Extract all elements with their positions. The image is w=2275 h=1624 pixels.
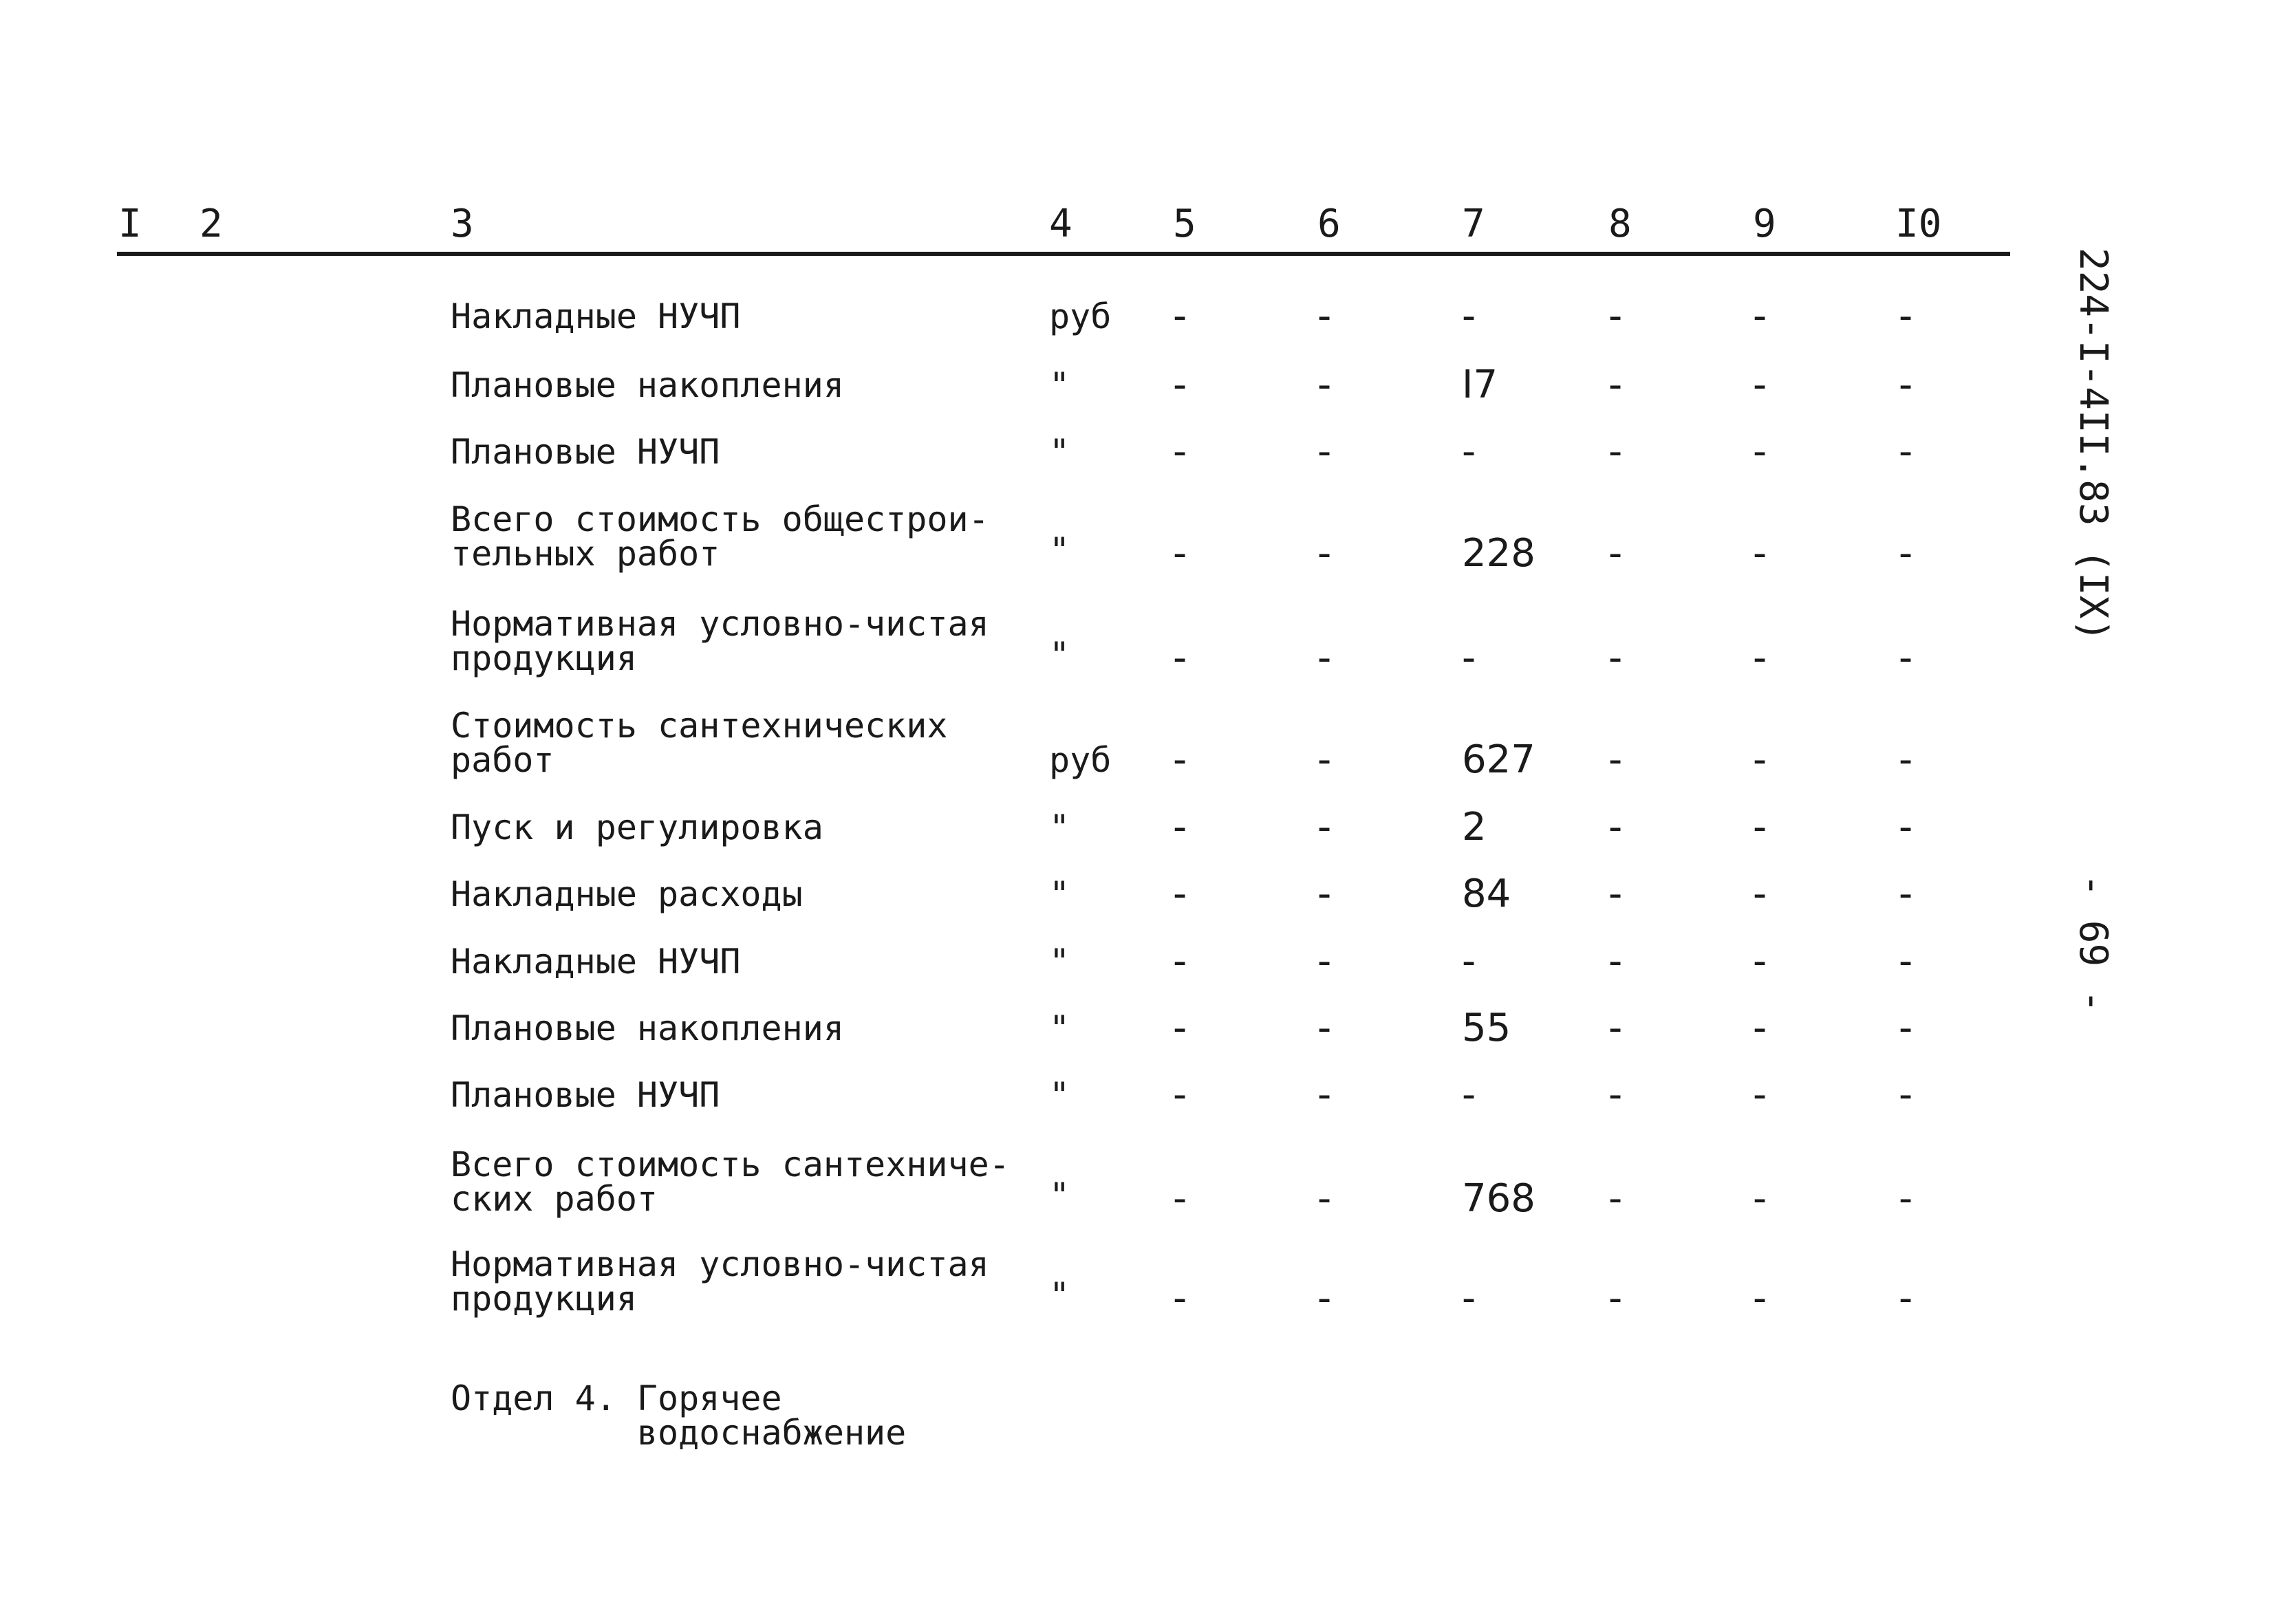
cell-col7: 84 xyxy=(1462,871,1511,916)
row-description: Стоимость сантехнических работ xyxy=(451,706,948,780)
cell-col5: - xyxy=(1173,429,1187,474)
cell-col8: - xyxy=(1608,871,1623,916)
cell-col9: - xyxy=(1753,531,1767,576)
row-description: Нормативная условно-чистая продукция xyxy=(451,1244,989,1319)
cell-col8: - xyxy=(1608,1072,1623,1117)
row-unit: " xyxy=(1049,1075,1070,1115)
row-unit: " xyxy=(1049,530,1070,570)
row-unit: руб xyxy=(1049,740,1112,780)
document-code: 224-I-4II.83 (IX) xyxy=(2071,248,2115,642)
row-description: Нормативная условно-чистая продукция xyxy=(451,604,989,678)
row-unit: " xyxy=(1049,874,1070,914)
cell-col6: - xyxy=(1317,1006,1332,1050)
cell-col5: - xyxy=(1173,362,1187,407)
cell-col7: 2 xyxy=(1462,805,1487,849)
cell-col6: - xyxy=(1317,294,1332,338)
cell-col10: - xyxy=(1899,531,1913,576)
cell-col5: - xyxy=(1173,737,1187,782)
cell-col5: - xyxy=(1173,531,1187,576)
cell-col8: - xyxy=(1608,805,1623,849)
row-unit: " xyxy=(1049,1008,1070,1048)
cell-col7: - xyxy=(1462,636,1476,680)
cell-col7: 627 xyxy=(1462,737,1535,782)
cell-col6: - xyxy=(1317,429,1332,474)
cell-col9: - xyxy=(1753,362,1767,407)
cell-col6: - xyxy=(1317,1176,1332,1221)
cell-col10: - xyxy=(1899,1276,1913,1321)
cell-col10: - xyxy=(1899,636,1913,680)
cell-col8: - xyxy=(1608,939,1623,984)
cell-col8: - xyxy=(1608,1176,1623,1221)
cell-col5: - xyxy=(1173,294,1187,338)
cell-col9: - xyxy=(1753,294,1767,338)
cell-col8: - xyxy=(1608,429,1623,474)
cell-col9: - xyxy=(1753,1006,1767,1050)
cell-col6: - xyxy=(1317,531,1332,576)
cell-col10: - xyxy=(1899,871,1913,916)
cell-col5: - xyxy=(1173,1276,1187,1321)
cell-col10: - xyxy=(1899,362,1913,407)
cell-col9: - xyxy=(1753,1176,1767,1221)
col-header-2: 2 xyxy=(200,202,223,246)
cell-col9: - xyxy=(1753,939,1767,984)
cell-col8: - xyxy=(1608,636,1623,680)
row-description: Пуск и регулировка xyxy=(451,808,823,847)
cell-col8: - xyxy=(1608,362,1623,407)
cell-col7: - xyxy=(1462,1276,1476,1321)
cell-col8: - xyxy=(1608,294,1623,338)
cell-col10: - xyxy=(1899,1072,1913,1117)
side-margin-text xyxy=(2071,248,2115,1013)
col-header-4: 4 xyxy=(1049,202,1072,246)
cell-col7: 55 xyxy=(1462,1006,1511,1050)
cell-col5: - xyxy=(1173,871,1187,916)
cell-col6: - xyxy=(1317,636,1332,680)
header-rule xyxy=(117,252,2010,256)
row-description: Плановые накопления xyxy=(451,1008,844,1048)
cell-col8: - xyxy=(1608,737,1623,782)
row-description: Всего стоимость общестрои- тельных работ xyxy=(451,499,989,574)
col-header-8: 8 xyxy=(1608,202,1632,246)
cell-col9: - xyxy=(1753,1072,1767,1117)
cell-col10: - xyxy=(1899,294,1913,338)
cell-col9: - xyxy=(1753,805,1767,849)
cell-col5: - xyxy=(1173,805,1187,849)
col-header-3: 3 xyxy=(451,202,474,246)
cell-col6: - xyxy=(1317,871,1332,916)
cell-col5: - xyxy=(1173,939,1187,984)
row-description: Плановые накопления xyxy=(451,365,844,405)
row-unit: руб xyxy=(1049,296,1112,336)
row-description: Накладные НУЧП xyxy=(451,296,741,336)
row-description: Всего стоимость сантехниче- ских работ xyxy=(451,1145,1010,1219)
row-unit: " xyxy=(1049,635,1070,675)
row-unit: " xyxy=(1049,432,1070,472)
col-header-1: I xyxy=(118,202,142,246)
cell-col9: - xyxy=(1753,636,1767,680)
cell-col10: - xyxy=(1899,1006,1913,1050)
cell-col10: - xyxy=(1899,1176,1913,1221)
col-header-7: 7 xyxy=(1462,202,1485,246)
cell-col9: - xyxy=(1753,737,1767,782)
cell-col10: - xyxy=(1899,939,1913,984)
cell-col10: - xyxy=(1899,805,1913,849)
row-unit: " xyxy=(1049,1176,1070,1215)
cell-col7: 228 xyxy=(1462,531,1535,576)
cell-col9: - xyxy=(1753,871,1767,916)
cell-col7: - xyxy=(1462,939,1476,984)
cell-col6: - xyxy=(1317,362,1332,407)
cell-col7: - xyxy=(1462,1072,1476,1117)
cell-col6: - xyxy=(1317,1276,1332,1321)
cell-col7: - xyxy=(1462,429,1476,474)
row-description: Плановые НУЧП xyxy=(451,432,720,472)
col-header-9: 9 xyxy=(1753,202,1776,246)
cell-col7: I7 xyxy=(1462,362,1498,407)
cell-col7: 768 xyxy=(1462,1176,1535,1221)
row-unit: " xyxy=(1049,942,1070,982)
col-header-10: I0 xyxy=(1895,202,1942,246)
cell-col5: - xyxy=(1173,1006,1187,1050)
row-unit: " xyxy=(1049,365,1070,405)
row-unit: " xyxy=(1049,1275,1070,1315)
cell-col7: - xyxy=(1462,294,1476,338)
row-description: Плановые НУЧП xyxy=(451,1075,720,1115)
page-number: - 69 - xyxy=(2071,874,2115,1013)
row-description: Накладные НУЧП xyxy=(451,942,741,982)
cell-col10: - xyxy=(1899,429,1913,474)
col-header-5: 5 xyxy=(1173,202,1196,246)
row-description: Накладные расходы xyxy=(451,874,803,914)
row-unit: " xyxy=(1049,808,1070,847)
col-header-6: 6 xyxy=(1317,202,1341,246)
cell-col8: - xyxy=(1608,1006,1623,1050)
cell-col10: - xyxy=(1899,737,1913,782)
cell-col6: - xyxy=(1317,737,1332,782)
cell-col5: - xyxy=(1173,1072,1187,1117)
cell-col6: - xyxy=(1317,1072,1332,1117)
cell-col8: - xyxy=(1608,531,1623,576)
cell-col9: - xyxy=(1753,1276,1767,1321)
cell-col6: - xyxy=(1317,805,1332,849)
cell-col6: - xyxy=(1317,939,1332,984)
section-heading: Отдел 4. Горячее водоснабжение xyxy=(451,1378,907,1453)
cell-col5: - xyxy=(1173,636,1187,680)
cell-col8: - xyxy=(1608,1276,1623,1321)
cell-col5: - xyxy=(1173,1176,1187,1221)
cell-col9: - xyxy=(1753,429,1767,474)
